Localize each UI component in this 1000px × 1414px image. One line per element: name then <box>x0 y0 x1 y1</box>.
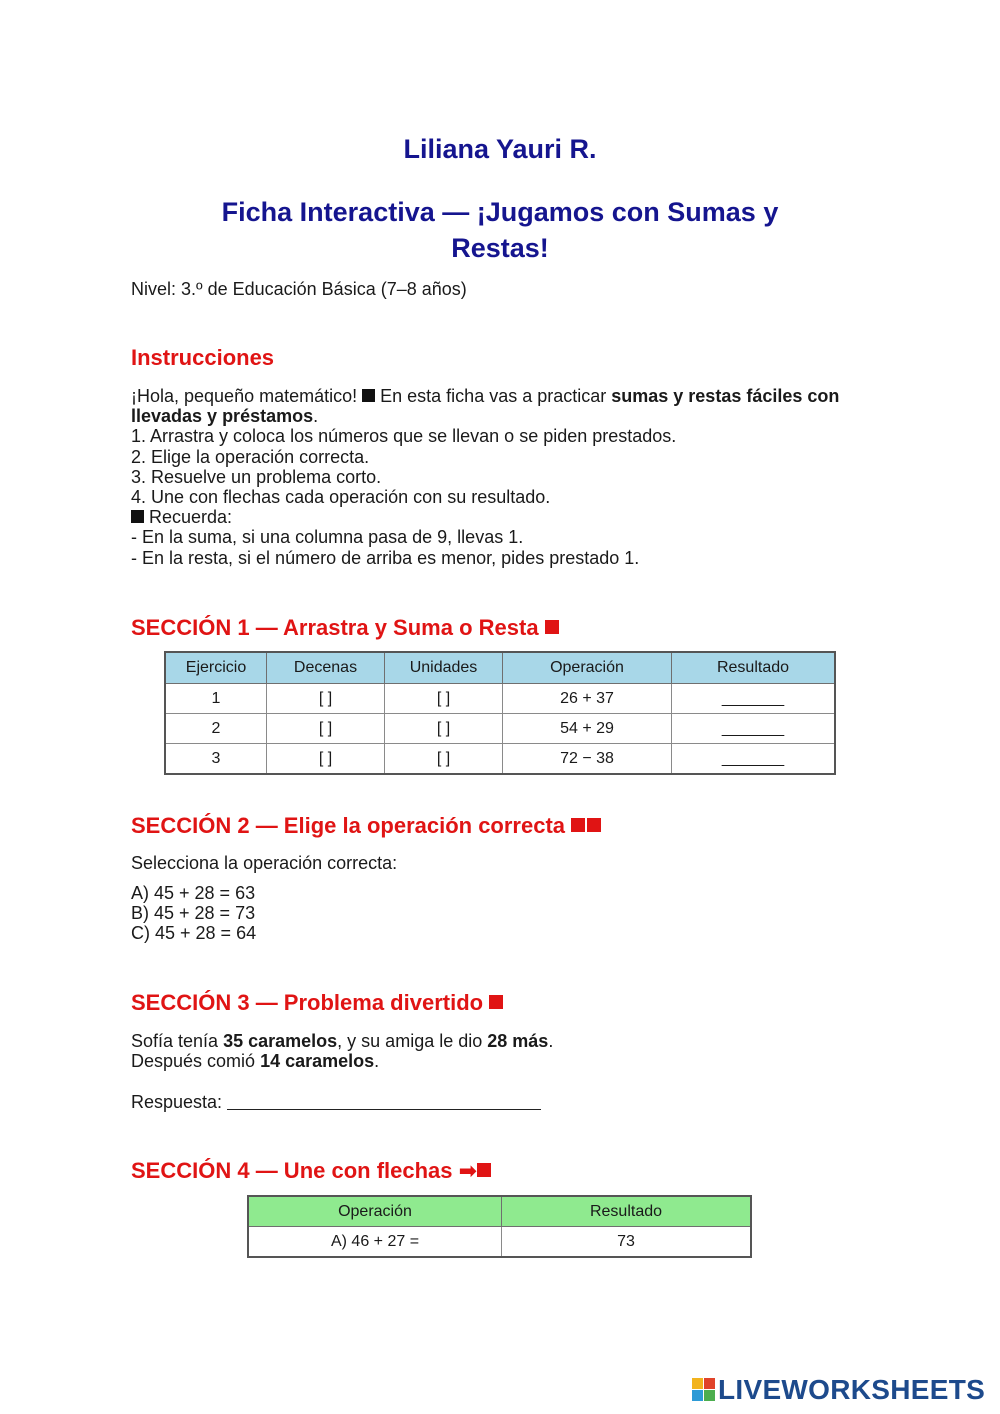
problem-text: . <box>374 1051 380 1072</box>
section3-problem <box>131 1031 553 1071</box>
problem-bold: 35 caramelos <box>223 1031 338 1051</box>
section4-heading <box>131 1158 491 1184</box>
operation-cell: 72 − 38 <box>503 744 672 775</box>
operation-cell: 26 + 37 <box>503 684 672 714</box>
column-header: Operación <box>503 652 672 684</box>
logo-text: LIVEWORKSHEETS <box>718 1374 986 1405</box>
problem-bold: 28 más <box>487 1031 549 1051</box>
operation-match-item[interactable]: A) 46 + 27 = <box>248 1227 502 1258</box>
level-text: Nivel: 3.º de Educación Básica (7–8 años) <box>131 279 467 299</box>
table-row <box>248 1227 751 1258</box>
decenas-drop-slot[interactable]: [ ] <box>267 744 385 775</box>
result-input[interactable]: _______ <box>672 714 836 744</box>
option-c[interactable]: C) 45 + 28 = 64 <box>131 923 257 944</box>
instructions-body <box>131 386 851 568</box>
remember-text: Recuerda: <box>144 507 233 528</box>
section4-table <box>247 1195 752 1258</box>
red-square-icon <box>477 1163 491 1177</box>
table-header-row <box>248 1196 751 1227</box>
red-square-icon <box>571 818 585 832</box>
table-row <box>165 684 835 714</box>
problem-bold: 14 caramelos <box>260 1051 375 1072</box>
tip-item: - En la suma, si una columna pasa de 9, llevas 1. <box>131 527 524 548</box>
decenas-drop-slot[interactable]: [ ] <box>267 714 385 744</box>
red-square-icon <box>587 818 601 832</box>
problem-line <box>131 1051 553 1071</box>
logo-blocks-icon <box>692 1378 716 1402</box>
red-square-icon <box>489 995 503 1009</box>
intro-end: . <box>313 406 319 427</box>
unidades-drop-slot[interactable]: [ ] <box>385 714 503 744</box>
author-name: Liliana Yauri R. <box>403 134 597 164</box>
column-header: Resultado <box>502 1196 752 1227</box>
intro-paragraph <box>131 386 851 426</box>
tip-item: - En la resta, si el número de arriba es menor, pides prestado 1. <box>131 547 640 568</box>
section1-table <box>164 651 836 775</box>
answer-label: Respuesta: <box>131 1092 228 1112</box>
result-match-item[interactable]: 73 <box>502 1227 752 1258</box>
intro-text-b: En esta ficha vas a practicar <box>375 386 612 406</box>
decenas-drop-slot[interactable]: [ ] <box>267 684 385 714</box>
table-row <box>165 714 835 744</box>
section2-heading <box>131 813 601 839</box>
operation-cell: 54 + 29 <box>503 714 672 744</box>
step-item: 3. Resuelve un problema corto. <box>131 466 382 487</box>
column-header: Ejercicio <box>165 652 267 684</box>
problem-text: . <box>548 1031 554 1051</box>
answer-input[interactable] <box>227 1093 541 1110</box>
option-b[interactable]: B) 45 + 28 = 73 <box>131 903 256 924</box>
liveworksheets-logo <box>692 1374 985 1406</box>
problem-text: , y su amiga le dio <box>337 1031 488 1051</box>
intro-bold: sumas y restas fáciles con llevadas y préstamos <box>131 386 840 427</box>
problem-text: Después comió <box>131 1051 261 1072</box>
section2-options <box>131 883 256 944</box>
unidades-drop-slot[interactable]: [ ] <box>385 684 503 714</box>
page-title: Ficha Interactiva — ¡Jugamos con Sumas y Restas! <box>221 197 779 263</box>
option-a[interactable]: A) 45 + 28 = 63 <box>131 883 256 903</box>
section3-heading <box>131 990 503 1016</box>
column-header: Unidades <box>385 652 503 684</box>
section4-heading-text: SECCIÓN 4 — Une con flechas ➡ <box>131 1158 478 1183</box>
remember-line <box>131 507 851 527</box>
answer-row <box>131 1092 541 1112</box>
problem-text: Sofía tenía <box>131 1031 224 1051</box>
square-icon <box>131 510 144 523</box>
red-square-icon <box>545 620 559 634</box>
step-item: 1. Arrastra y coloca los números que se llevan o se piden prestados. <box>131 426 677 447</box>
column-header: Resultado <box>672 652 836 684</box>
section1-heading <box>131 615 559 641</box>
intro-text-a: ¡Hola, pequeño matemático! <box>131 386 363 406</box>
result-input[interactable]: _______ <box>672 684 836 714</box>
table-row <box>165 744 835 775</box>
exercise-number: 3 <box>165 744 267 775</box>
unidades-drop-slot[interactable]: [ ] <box>385 744 503 775</box>
step-item: 4. Une con flechas cada operación con su resultado. <box>131 487 551 508</box>
section2-heading-text: SECCIÓN 2 — Elige la operación correcta <box>131 813 572 838</box>
column-header: Operación <box>248 1196 502 1227</box>
column-header: Decenas <box>267 652 385 684</box>
section2-prompt: Selecciona la operación correcta: <box>131 853 398 873</box>
step-item: 2. Elige la operación correcta. <box>131 446 370 467</box>
exercise-number: 2 <box>165 714 267 744</box>
section1-heading-text: SECCIÓN 1 — Arrastra y Suma o Resta <box>131 615 545 640</box>
result-input[interactable]: _______ <box>672 744 836 775</box>
table-header-row <box>165 652 835 684</box>
exercise-number: 1 <box>165 684 267 714</box>
section3-heading-text: SECCIÓN 3 — Problema divertido <box>131 990 490 1015</box>
instructions-heading: Instrucciones <box>131 345 275 370</box>
problem-line <box>131 1031 553 1051</box>
square-icon <box>362 389 375 402</box>
